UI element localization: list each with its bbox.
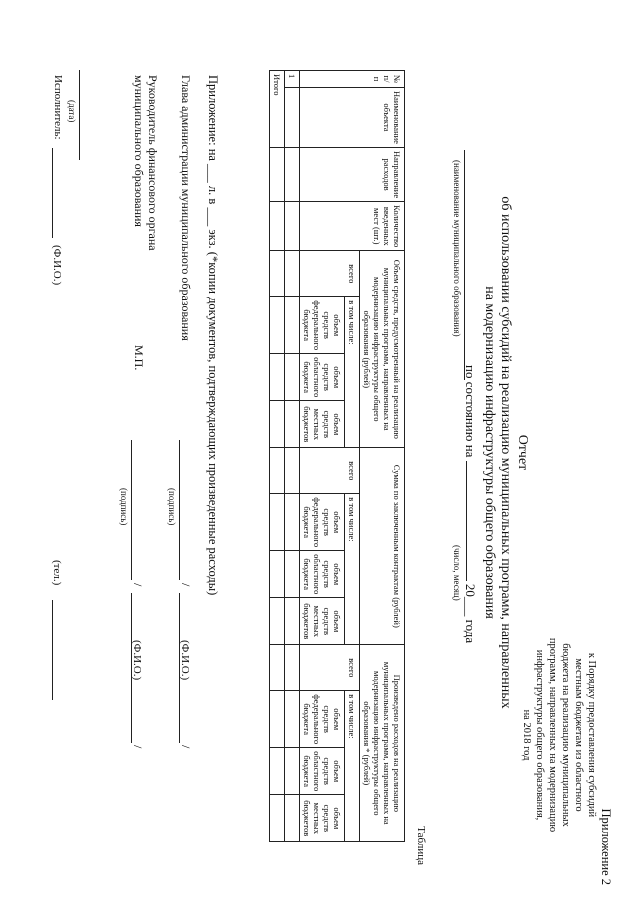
loc-header: объем средств местных бюджетов	[300, 795, 345, 842]
as-of-suffix: 20___ года	[463, 583, 478, 644]
appendix-line: к Порядку предоставления субсидий	[586, 652, 597, 818]
loc-header: объем средств местных бюджетов	[300, 401, 345, 448]
total-header: всего	[300, 448, 360, 494]
finance-head-label-2: муниципального образования	[132, 75, 146, 227]
fio-caption: (Ф.И.О.)	[131, 640, 143, 681]
appendix-heading: Приложение 2	[599, 808, 613, 885]
slash-separator: /	[131, 745, 145, 749]
signature-caption: (подпись)	[167, 488, 177, 526]
head-admin-label: Глава администрации муниципального образования	[179, 75, 193, 341]
appendix-block	[520, 585, 612, 885]
finance-signature-line	[131, 440, 132, 580]
row-number: 1	[285, 71, 300, 88]
report-title-line2: на модернизацию инфраструктуры общего образования	[482, 286, 497, 619]
table-label: Таблица	[415, 826, 427, 865]
group-contracts-header: Сумма по заключенным контрактам (рублей)	[360, 448, 405, 645]
appendix-line: местным бюджетам из областного	[573, 658, 584, 812]
in-that-header: в том числе:	[345, 494, 360, 645]
loc-header: объем средств местных бюджетов	[300, 598, 345, 645]
fed-header: объем средств федерального бюджета	[300, 494, 345, 551]
municipality-line	[464, 150, 465, 380]
head-admin-signature-line	[179, 440, 180, 580]
group-spent-header: Произведено расходов на реализацию муниципальных программ, направленных на модернизацию инфраструктуры общего образования * (рублей)	[360, 645, 405, 842]
in-that-header: в том числе:	[345, 297, 360, 448]
slash-separator: /	[179, 583, 193, 587]
date-line	[79, 70, 80, 160]
municipality-caption: (наименование муниципального образования)	[452, 160, 462, 337]
signature-caption: (подпись)	[119, 488, 129, 526]
executor-line	[52, 148, 53, 238]
group-planned-header: Объем средств, предусмотренный на реализацию муниципальных программ, направленных на модернизацию инфраструктуры общего образования (рублей)	[360, 251, 405, 448]
itogo-label: Итого	[270, 71, 285, 148]
report-table	[269, 70, 405, 842]
reg-header: объем средств областного бюджета	[300, 354, 345, 401]
slash-separator: /	[179, 745, 193, 749]
as-of-line	[462, 365, 478, 643]
fed-header: объем средств федерального бюджета	[300, 691, 345, 748]
fed-header: объем средств федерального бюджета	[300, 297, 345, 354]
finance-head-label-1: Руководитель финансового органа	[146, 75, 160, 251]
reg-header: объем средств областного бюджета	[300, 748, 345, 795]
fio-caption: (Ф.И.О.)	[179, 640, 191, 681]
phone-caption: (тел.)	[51, 560, 63, 586]
attachment-line: Приложение: на ___ л. в ___ экз. (*копии документов, подтверждающих произведенные расходы)	[206, 75, 220, 596]
col-name-header: Наименование объекта	[300, 88, 405, 148]
appendix-line: инфраструктуры общего образования,	[534, 649, 545, 821]
appendix-line: на 2018 год	[521, 709, 532, 761]
table-row-total	[270, 71, 285, 842]
table-row	[285, 71, 300, 842]
date-caption: (число, месяц)	[452, 545, 462, 601]
report-title-line1: об использовании субсидий на реализацию муниципальных программ, направленных	[498, 196, 513, 709]
col-direction-header: Направление расходов	[300, 147, 405, 201]
col-places-header: Количество введенных мест (шт.)	[300, 202, 405, 251]
as-of-prefix: по состоянию на	[463, 365, 478, 458]
date-caption: (дата)	[67, 100, 77, 123]
stamp-place: М.П.	[132, 345, 146, 371]
total-header: всего	[300, 645, 360, 691]
as-of-blank	[466, 461, 467, 581]
slash-separator: /	[131, 583, 145, 587]
phone-line	[52, 600, 53, 700]
appendix-line: бюджета на реализацию муниципальных	[560, 643, 571, 827]
report-title: Отчет	[515, 434, 530, 471]
in-that-header: в том числе:	[345, 691, 360, 842]
col-no-header: № п/п	[300, 71, 405, 88]
reg-header: объем средств областного бюджета	[300, 551, 345, 598]
executor-label: Исполнитель:	[52, 75, 64, 140]
appendix-line: программ, направленных на модернизацию	[547, 637, 558, 833]
total-header: всего	[300, 251, 360, 297]
fio-caption: (Ф.И.О.)	[51, 245, 63, 286]
